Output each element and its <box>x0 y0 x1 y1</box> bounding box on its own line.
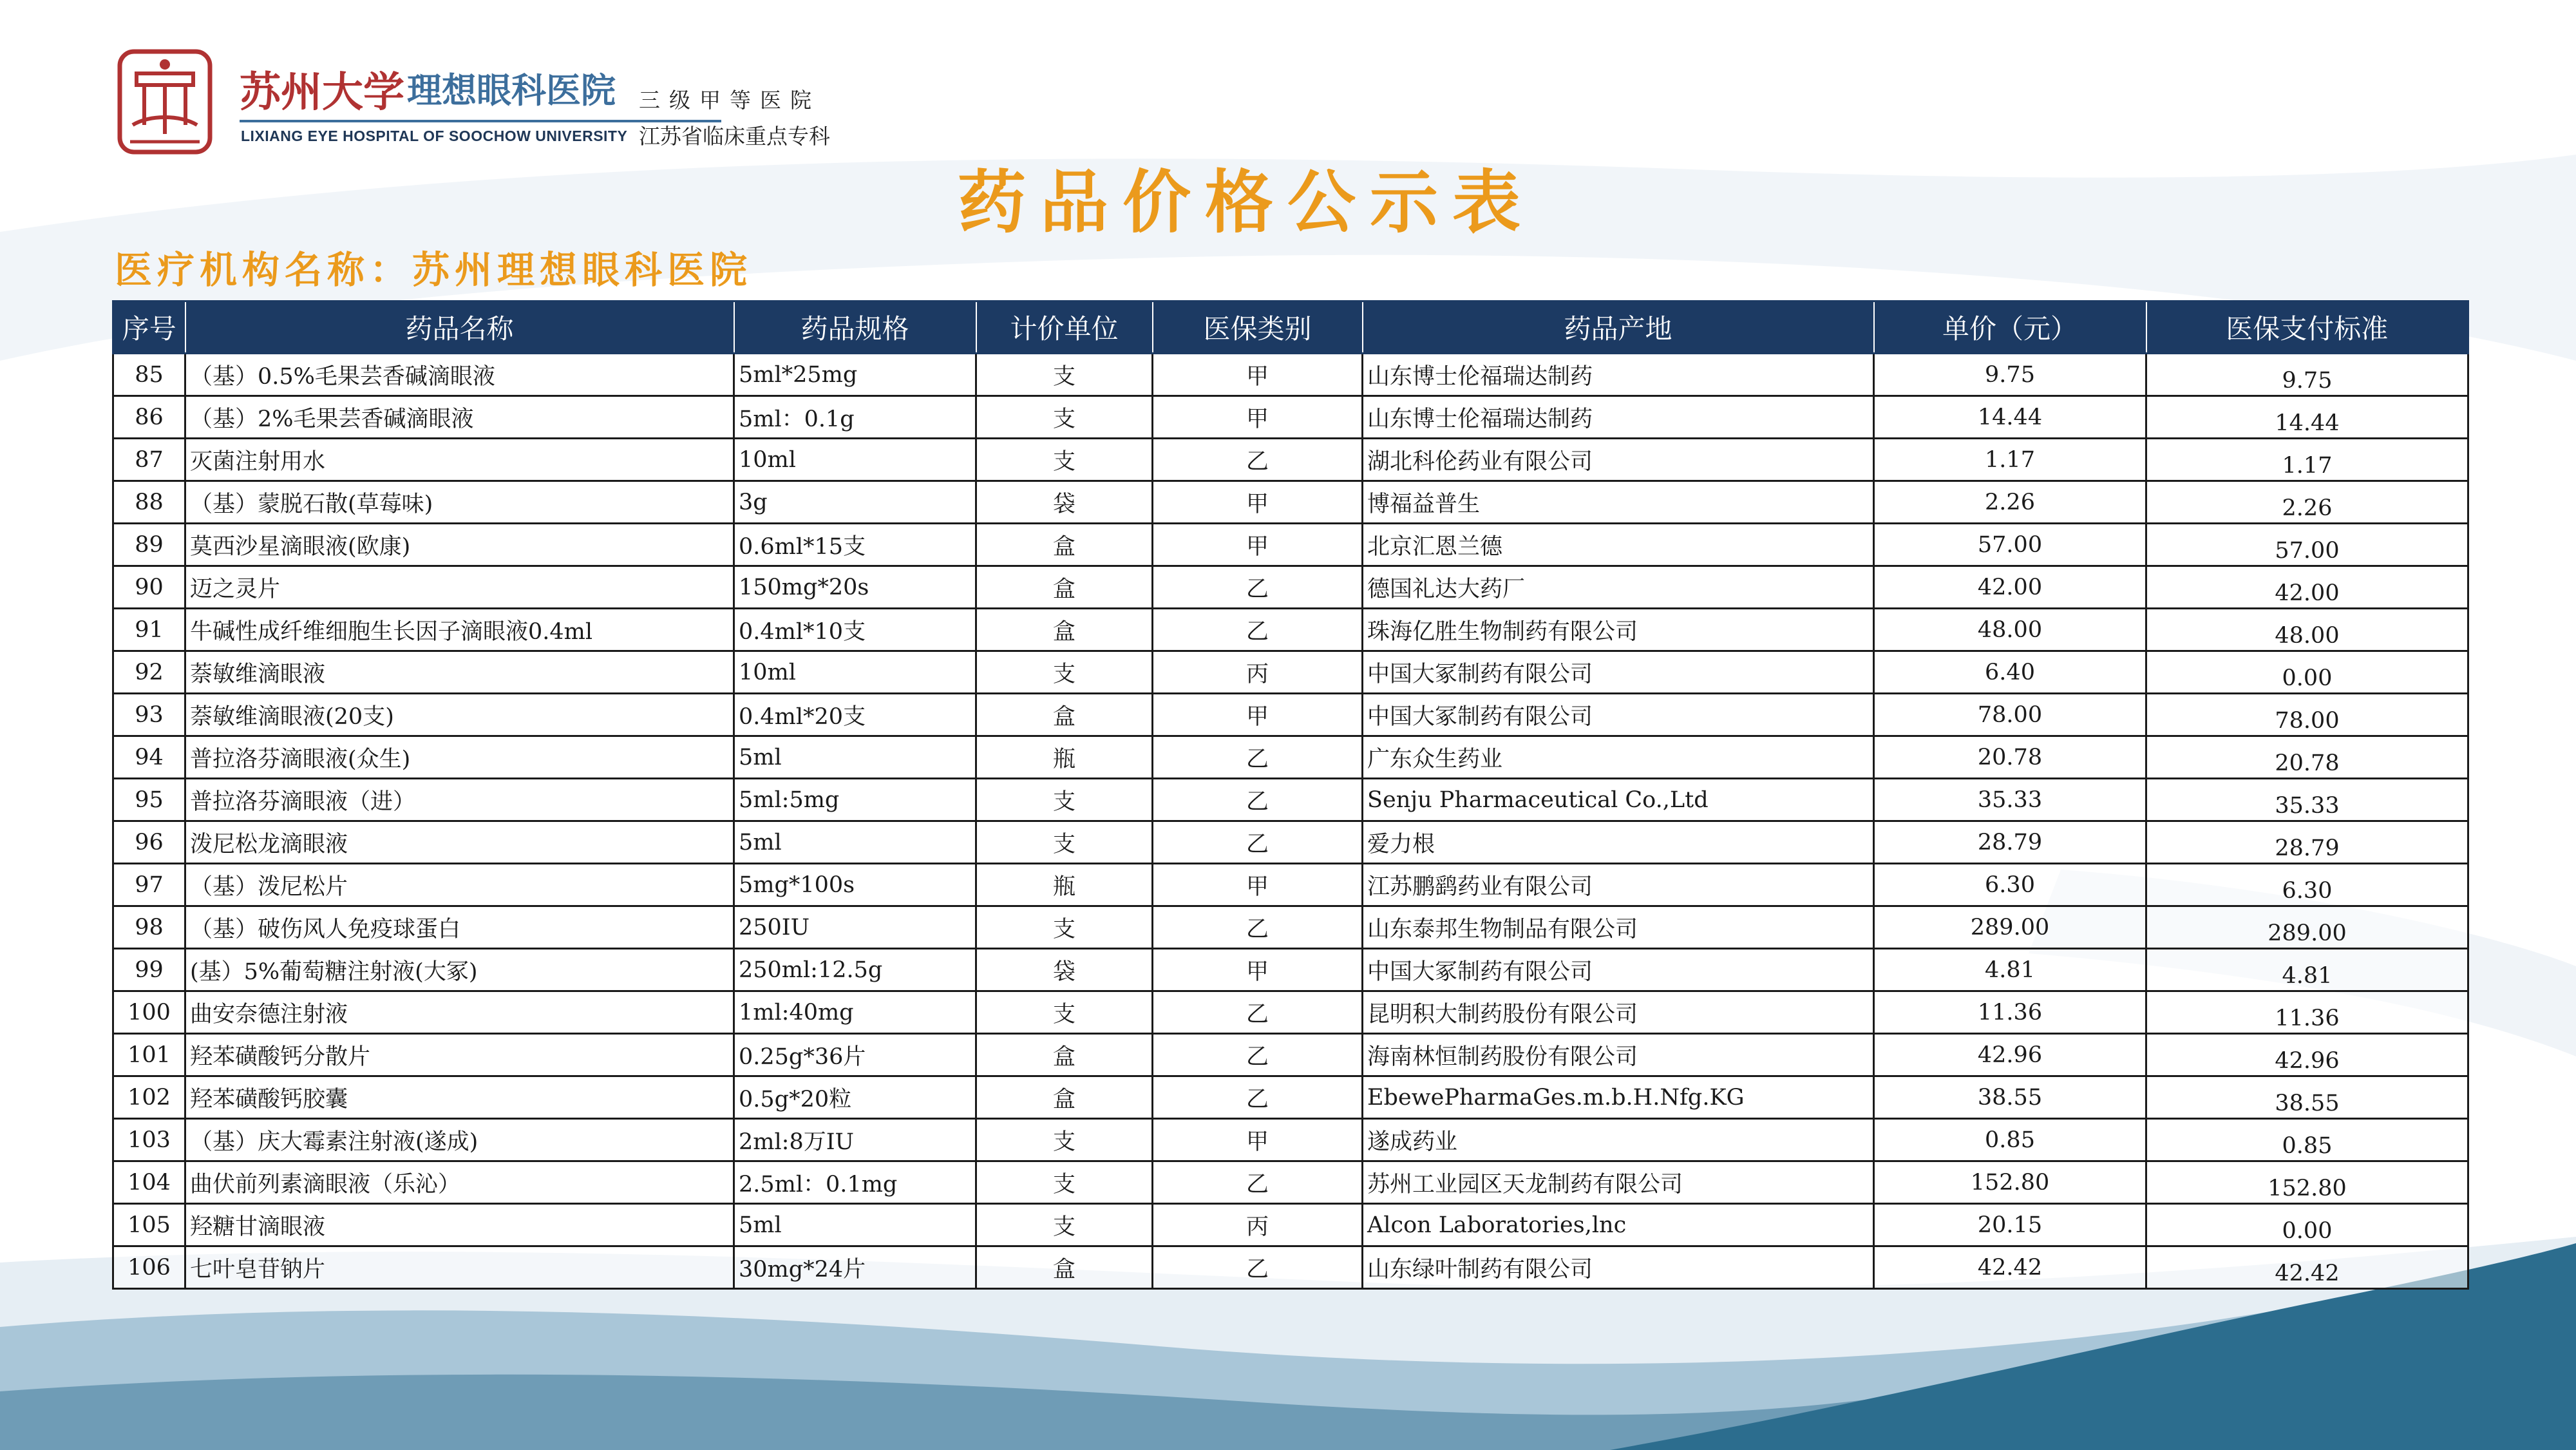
cell-index: 105 <box>113 1204 185 1246</box>
cell-price: 28.79 <box>1874 821 2146 864</box>
cell-index: 85 <box>113 354 185 396</box>
hospital-specialty: 江苏省临床重点专科 <box>639 124 830 149</box>
cell-index: 99 <box>113 949 185 991</box>
cell-unit: 盒 <box>976 1076 1153 1119</box>
cell-drug-name: 羟苯磺酸钙胶囊 <box>185 1076 734 1119</box>
cell-insurance-standard: 289.00 <box>2146 906 2468 949</box>
table-row <box>113 396 2468 439</box>
cell-origin: 爱力根 <box>1363 821 1874 864</box>
table-body <box>113 354 2468 1289</box>
cell-index: 88 <box>113 481 185 524</box>
cell-unit: 支 <box>976 991 1153 1034</box>
cell-price: 9.75 <box>1874 354 2146 396</box>
cell-price: 78.00 <box>1874 694 2146 736</box>
cell-unit: 支 <box>976 821 1153 864</box>
header-col-insurance-class: 医保类别 <box>1153 301 1363 354</box>
cell-insurance-class: 乙 <box>1153 1246 1363 1289</box>
table-row <box>113 991 2468 1034</box>
cell-drug-name: 曲安奈德注射液 <box>185 991 734 1034</box>
table-header-row <box>113 301 2468 354</box>
cell-origin: 山东泰邦生物制品有限公司 <box>1363 906 1874 949</box>
cell-unit: 支 <box>976 354 1153 396</box>
table-row <box>113 354 2468 396</box>
table-row <box>113 481 2468 524</box>
cell-origin: 中国大冢制药有限公司 <box>1363 651 1874 694</box>
cell-insurance-class: 甲 <box>1153 481 1363 524</box>
cell-drug-name: 牛碱性成纤维细胞生长因子滴眼液0.4ml <box>185 609 734 651</box>
cell-index: 100 <box>113 991 185 1034</box>
table-row <box>113 439 2468 481</box>
cell-spec: 5mg*100s <box>734 864 976 906</box>
cell-insurance-class: 乙 <box>1153 736 1363 779</box>
cell-insurance-standard: 28.79 <box>2146 821 2468 864</box>
table-row <box>113 1204 2468 1246</box>
table-row <box>113 1119 2468 1161</box>
cell-index: 93 <box>113 694 185 736</box>
table-row <box>113 906 2468 949</box>
cell-insurance-class: 乙 <box>1153 566 1363 609</box>
cell-price: 20.78 <box>1874 736 2146 779</box>
table-row <box>113 864 2468 906</box>
cell-spec: 2ml:8万IU <box>734 1119 976 1161</box>
cell-index: 98 <box>113 906 185 949</box>
header-col-insurance-standard: 医保支付标准 <box>2146 301 2468 354</box>
cell-spec: 0.4ml*20支 <box>734 694 976 736</box>
cell-spec: 5ml <box>734 736 976 779</box>
cell-unit: 盒 <box>976 609 1153 651</box>
cell-drug-name: 普拉洛芬滴眼液（进） <box>185 779 734 821</box>
cell-index: 90 <box>113 566 185 609</box>
cell-drug-name: 灭菌注射用水 <box>185 439 734 481</box>
cell-insurance-standard: 78.00 <box>2146 694 2468 736</box>
table-row <box>113 736 2468 779</box>
cell-unit: 瓶 <box>976 864 1153 906</box>
cell-insurance-standard: 48.00 <box>2146 609 2468 651</box>
cell-unit: 盒 <box>976 694 1153 736</box>
cell-spec: 5ml <box>734 821 976 864</box>
cell-insurance-standard: 14.44 <box>2146 396 2468 439</box>
cell-spec: 0.6ml*15支 <box>734 524 976 566</box>
cell-spec: 250IU <box>734 906 976 949</box>
cell-unit: 支 <box>976 779 1153 821</box>
cell-unit: 支 <box>976 906 1153 949</box>
cell-index: 106 <box>113 1246 185 1289</box>
table-row <box>113 779 2468 821</box>
header-col-index: 序号 <box>113 301 185 354</box>
cell-insurance-class: 甲 <box>1153 396 1363 439</box>
cell-insurance-standard: 4.81 <box>2146 949 2468 991</box>
cell-price: 0.85 <box>1874 1119 2146 1161</box>
cell-insurance-standard: 42.96 <box>2146 1034 2468 1076</box>
cell-insurance-standard: 0.00 <box>2146 651 2468 694</box>
cell-spec: 150mg*20s <box>734 566 976 609</box>
cell-spec: 250ml:12.5g <box>734 949 976 991</box>
cell-drug-name: 羟苯磺酸钙分散片 <box>185 1034 734 1076</box>
logo-university-name: 苏州大学 <box>240 68 404 117</box>
cell-unit: 袋 <box>976 481 1153 524</box>
hospital-seal-icon <box>111 48 219 156</box>
cell-origin: 中国大冢制药有限公司 <box>1363 949 1874 991</box>
cell-price: 289.00 <box>1874 906 2146 949</box>
cell-insurance-standard: 2.26 <box>2146 481 2468 524</box>
cell-insurance-standard: 0.00 <box>2146 1204 2468 1246</box>
hospital-grade: 三级甲等医院 <box>639 88 820 113</box>
cell-price: 42.00 <box>1874 566 2146 609</box>
cell-unit: 支 <box>976 396 1153 439</box>
cell-index: 97 <box>113 864 185 906</box>
cell-unit: 盒 <box>976 1246 1153 1289</box>
cell-drug-name: 萘敏维滴眼液(20支) <box>185 694 734 736</box>
hospital-logo <box>111 48 884 164</box>
cell-unit: 盒 <box>976 1034 1153 1076</box>
cell-price: 42.96 <box>1874 1034 2146 1076</box>
cell-index: 87 <box>113 439 185 481</box>
cell-insurance-standard: 0.85 <box>2146 1119 2468 1161</box>
cell-price: 42.42 <box>1874 1246 2146 1289</box>
header-col-price: 单价（元） <box>1874 301 2146 354</box>
table-row <box>113 1246 2468 1289</box>
cell-insurance-class: 甲 <box>1153 949 1363 991</box>
cell-unit: 支 <box>976 651 1153 694</box>
cell-index: 101 <box>113 1034 185 1076</box>
cell-insurance-class: 甲 <box>1153 1119 1363 1161</box>
table-row <box>113 694 2468 736</box>
cell-insurance-standard: 20.78 <box>2146 736 2468 779</box>
cell-insurance-class: 丙 <box>1153 651 1363 694</box>
cell-insurance-class: 乙 <box>1153 1076 1363 1119</box>
cell-spec: 10ml <box>734 439 976 481</box>
cell-origin: 德国礼达大药厂 <box>1363 566 1874 609</box>
cell-unit: 瓶 <box>976 736 1153 779</box>
cell-index: 92 <box>113 651 185 694</box>
cell-spec: 3g <box>734 481 976 524</box>
cell-origin: 昆明积大制药股份有限公司 <box>1363 991 1874 1034</box>
cell-drug-name: 曲伏前列素滴眼液（乐沁） <box>185 1161 734 1204</box>
cell-drug-name: 迈之灵片 <box>185 566 734 609</box>
cell-index: 94 <box>113 736 185 779</box>
cell-insurance-class: 乙 <box>1153 779 1363 821</box>
cell-insurance-standard: 35.33 <box>2146 779 2468 821</box>
cell-drug-name: (基）5%葡萄糖注射液(大冢) <box>185 949 734 991</box>
cell-spec: 5ml <box>734 1204 976 1246</box>
table-row <box>113 949 2468 991</box>
table-row <box>113 1076 2468 1119</box>
cell-spec: 0.4ml*10支 <box>734 609 976 651</box>
cell-spec: 0.25g*36片 <box>734 1034 976 1076</box>
cell-origin: 中国大冢制药有限公司 <box>1363 694 1874 736</box>
cell-spec: 5ml:5mg <box>734 779 976 821</box>
cell-insurance-standard: 152.80 <box>2146 1161 2468 1204</box>
cell-unit: 盒 <box>976 524 1153 566</box>
cell-drug-name: 泼尼松龙滴眼液 <box>185 821 734 864</box>
cell-unit: 盒 <box>976 566 1153 609</box>
cell-insurance-class: 乙 <box>1153 1161 1363 1204</box>
cell-origin: 北京汇恩兰德 <box>1363 524 1874 566</box>
cell-insurance-class: 甲 <box>1153 864 1363 906</box>
cell-insurance-class: 甲 <box>1153 354 1363 396</box>
cell-index: 96 <box>113 821 185 864</box>
cell-drug-name: 普拉洛芬滴眼液(众生) <box>185 736 734 779</box>
cell-price: 57.00 <box>1874 524 2146 566</box>
table-row <box>113 524 2468 566</box>
cell-price: 14.44 <box>1874 396 2146 439</box>
cell-origin: 山东博士伦福瑞达制药 <box>1363 354 1874 396</box>
table-row <box>113 821 2468 864</box>
cell-price: 6.30 <box>1874 864 2146 906</box>
cell-origin: 山东绿叶制药有限公司 <box>1363 1246 1874 1289</box>
cell-index: 95 <box>113 779 185 821</box>
cell-index: 102 <box>113 1076 185 1119</box>
cell-unit: 袋 <box>976 949 1153 991</box>
header-col-origin: 药品产地 <box>1363 301 1874 354</box>
logo-hospital-name: 理想眼科医院 <box>407 70 616 111</box>
cell-unit: 支 <box>976 1161 1153 1204</box>
cell-insurance-class: 乙 <box>1153 821 1363 864</box>
cell-origin: Senju Pharmaceutical Co.,Ltd <box>1363 779 1874 821</box>
cell-insurance-standard: 57.00 <box>2146 524 2468 566</box>
page-title: 药品价格公示表 <box>958 162 1535 242</box>
cell-spec: 1ml:40mg <box>734 991 976 1034</box>
cell-insurance-class: 甲 <box>1153 694 1363 736</box>
cell-drug-name: 萘敏维滴眼液 <box>185 651 734 694</box>
cell-insurance-standard: 38.55 <box>2146 1076 2468 1119</box>
cell-price: 20.15 <box>1874 1204 2146 1246</box>
institution-name: 医疗机构名称：苏州理想眼科医院 <box>115 248 753 292</box>
cell-price: 2.26 <box>1874 481 2146 524</box>
cell-spec: 2.5ml：0.1mg <box>734 1161 976 1204</box>
cell-insurance-class: 乙 <box>1153 991 1363 1034</box>
cell-price: 4.81 <box>1874 949 2146 991</box>
cell-spec: 5ml*25mg <box>734 354 976 396</box>
cell-insurance-class: 丙 <box>1153 1204 1363 1246</box>
cell-insurance-class: 乙 <box>1153 609 1363 651</box>
header-col-spec: 药品规格 <box>734 301 976 354</box>
table-row <box>113 566 2468 609</box>
cell-price: 6.40 <box>1874 651 2146 694</box>
cell-insurance-standard: 1.17 <box>2146 439 2468 481</box>
cell-drug-name: （基）破伤风人免疫球蛋白 <box>185 906 734 949</box>
cell-index: 104 <box>113 1161 185 1204</box>
cell-insurance-class: 乙 <box>1153 906 1363 949</box>
cell-index: 91 <box>113 609 185 651</box>
header-col-drug-name: 药品名称 <box>185 301 734 354</box>
cell-index: 86 <box>113 396 185 439</box>
cell-spec: 0.5g*20粒 <box>734 1076 976 1119</box>
cell-origin: 山东博士伦福瑞达制药 <box>1363 396 1874 439</box>
table-row <box>113 609 2468 651</box>
cell-origin: 遂成药业 <box>1363 1119 1874 1161</box>
cell-price: 38.55 <box>1874 1076 2146 1119</box>
cell-price: 1.17 <box>1874 439 2146 481</box>
cell-drug-name: （基）蒙脱石散(草莓味) <box>185 481 734 524</box>
logo-english-name: LIXIANG EYE HOSPITAL OF SOOCHOW UNIVERSITY <box>241 128 628 144</box>
cell-unit: 支 <box>976 439 1153 481</box>
cell-insurance-standard: 11.36 <box>2146 991 2468 1034</box>
cell-spec: 5ml：0.1g <box>734 396 976 439</box>
cell-insurance-standard: 42.00 <box>2146 566 2468 609</box>
cell-origin: 广东众生药业 <box>1363 736 1874 779</box>
table-row <box>113 1034 2468 1076</box>
table-row <box>113 1161 2468 1204</box>
cell-origin: 湖北科伦药业有限公司 <box>1363 439 1874 481</box>
cell-insurance-class: 乙 <box>1153 1034 1363 1076</box>
cell-origin: 博福益普生 <box>1363 481 1874 524</box>
cell-unit: 支 <box>976 1119 1153 1161</box>
cell-insurance-class: 乙 <box>1153 439 1363 481</box>
cell-origin: 海南林恒制药股份有限公司 <box>1363 1034 1874 1076</box>
cell-origin: 苏州工业园区天龙制药有限公司 <box>1363 1161 1874 1204</box>
cell-drug-name: （基）泼尼松片 <box>185 864 734 906</box>
drug-price-table <box>112 300 2469 1290</box>
cell-origin: 珠海亿胜生物制药有限公司 <box>1363 609 1874 651</box>
cell-drug-name: 莫西沙星滴眼液(欧康) <box>185 524 734 566</box>
cell-index: 103 <box>113 1119 185 1161</box>
cell-drug-name: （基）0.5%毛果芸香碱滴眼液 <box>185 354 734 396</box>
cell-insurance-standard: 6.30 <box>2146 864 2468 906</box>
cell-drug-name: 羟糖甘滴眼液 <box>185 1204 734 1246</box>
cell-origin: Alcon Laboratories,lnc <box>1363 1204 1874 1246</box>
cell-index: 89 <box>113 524 185 566</box>
cell-drug-name: （基）庆大霉素注射液(遂成) <box>185 1119 734 1161</box>
cell-price: 152.80 <box>1874 1161 2146 1204</box>
header-col-unit: 计价单位 <box>976 301 1153 354</box>
cell-price: 11.36 <box>1874 991 2146 1034</box>
cell-price: 35.33 <box>1874 779 2146 821</box>
cell-spec: 30mg*24片 <box>734 1246 976 1289</box>
cell-origin: EbewePharmaGes.m.b.H.Nfg.KG <box>1363 1076 1874 1119</box>
cell-drug-name: 七叶皂苷钠片 <box>185 1246 734 1289</box>
cell-origin: 江苏鹏鹞药业有限公司 <box>1363 864 1874 906</box>
cell-unit: 支 <box>976 1204 1153 1246</box>
cell-insurance-class: 甲 <box>1153 524 1363 566</box>
cell-spec: 10ml <box>734 651 976 694</box>
cell-insurance-standard: 9.75 <box>2146 354 2468 396</box>
cell-insurance-standard: 42.42 <box>2146 1246 2468 1289</box>
table-row <box>113 651 2468 694</box>
cell-drug-name: （基）2%毛果芸香碱滴眼液 <box>185 396 734 439</box>
cell-price: 48.00 <box>1874 609 2146 651</box>
